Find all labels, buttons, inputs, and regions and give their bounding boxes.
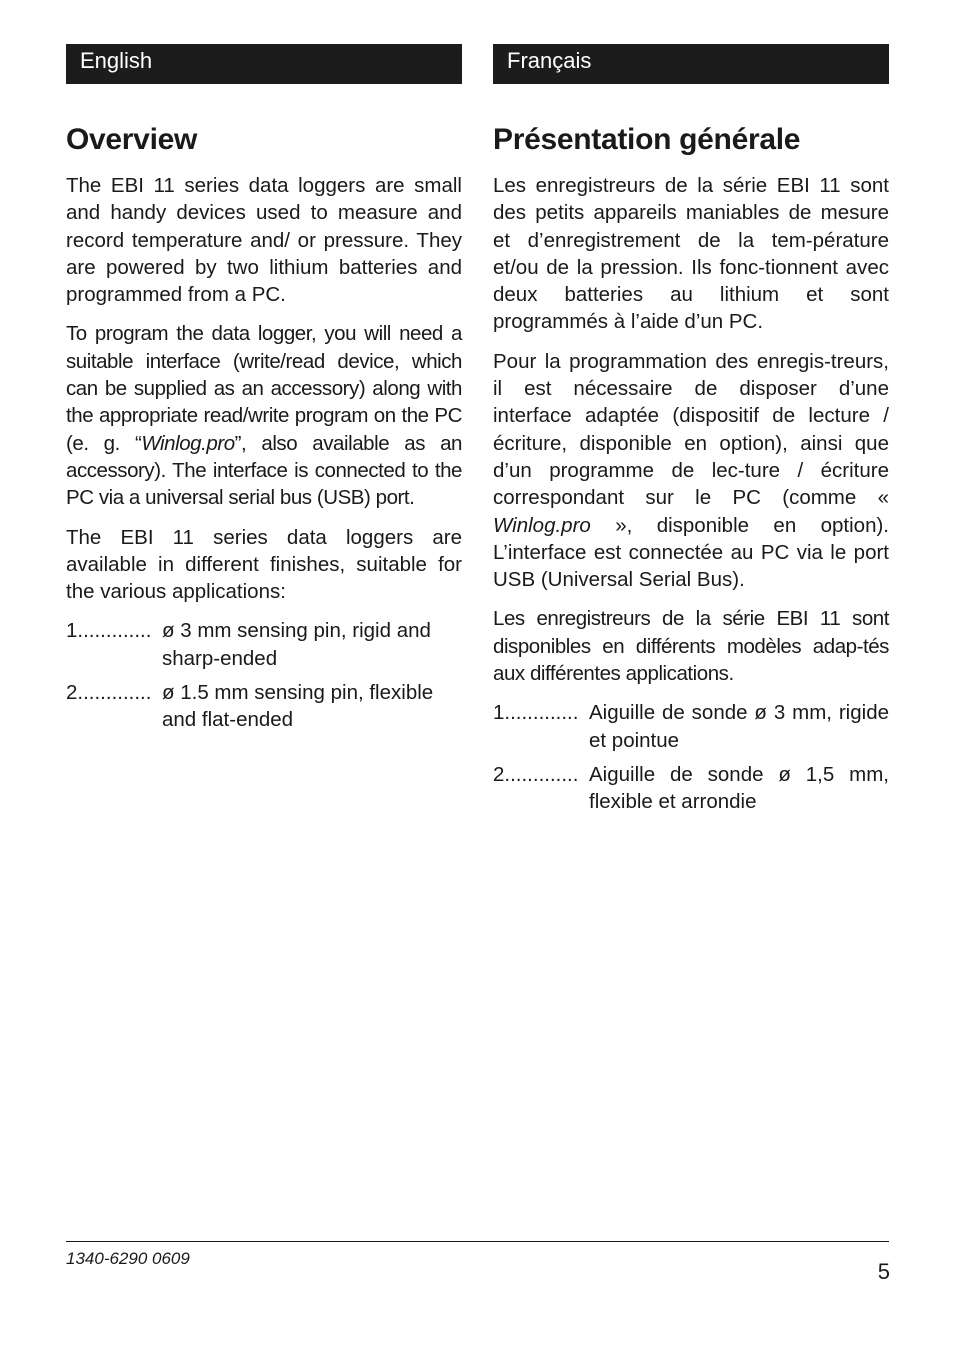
software-name: Winlog.pro [141,431,235,455]
programming-text-end: », disponible en option). L’interface est connectée au PC via le port USB (Universal Serial Bus). [493,513,889,592]
version-list-french [493,699,889,815]
list-item [493,699,889,754]
language-label-english: English [66,44,462,84]
programming-text-start: Pour la programmation des enregis-treurs, il est nécessaire de disposer d’une interface adaptée (dispositif de lecture / écriture, disponible en option), ainsi que d’un programme de lec-ture / écriture correspondant sur le PC (comme « [493,349,889,510]
list-item-text: ø 1.5 mm sensing pin, flexible and flat-ended [162,681,434,732]
list-item-text: ø 3 mm sensing pin, rigid and sharp-ended [162,619,431,670]
list-item-text: Aiguille de sonde ø 1,5 mm, flexible et arrondie [589,762,889,814]
french-column [493,44,889,823]
list-item-number: 1............. [66,619,152,643]
software-name: Winlog.pro [493,513,591,537]
list-item-number: 1............. [493,701,579,725]
list-item-text: Aiguille de sonde ø 3 mm, rigide et pointue [589,701,889,752]
paragraph-intro-english: The EBI 11 series data loggers are small and handy devices used to measure and record temperature and/ or pressure. They are powered by two lithium batteries and programmed from a PC. [66,174,462,307]
list-item-number: 2............. [66,681,152,705]
programming-text-start: To program the data logger, you will need a suitable interface (write/read device, which can be supplied as an accessory) along with the appropriate read/write program on the PC (e. g. “ [66,322,462,455]
section-title-french: Présentation générale [493,123,801,156]
programming-text-end: ”, also available as an accessory). The interface is connected to the PC via a universal serial bus (USB) port. [66,431,462,510]
list-item [493,761,889,816]
section-title-english: Overview [66,123,198,156]
document-number: 1340-6290 0609 [66,1249,190,1268]
footer-divider [66,1241,889,1242]
paragraph-intro-french: Les enregistreurs de la série EBI 11 sont des petits appareils maniables de mesure et d’enregistrement de la tem-pérature et/ou de la pression. Ils fonc-tionnent avec deux batteries au lithium et sont programmés à l’aide d’un PC. [493,174,889,334]
version-list-english [66,617,462,733]
english-column [66,44,462,741]
page-number: 5 [877,1259,890,1284]
list-item [66,679,462,734]
paragraph-versions-french: Les enregistreurs de la série EBI 11 sont disponibles en différents modèles adap-tés aux différentes applications. [493,607,889,686]
paragraph-programming-english [66,320,462,511]
list-item [66,617,462,672]
language-label-french: Français [493,44,889,84]
paragraph-programming-french [493,348,889,594]
paragraph-versions-english: The EBI 11 series data loggers are available in different finishes, suitable for the various applications: [66,525,462,604]
list-item-number: 2............. [493,762,579,786]
